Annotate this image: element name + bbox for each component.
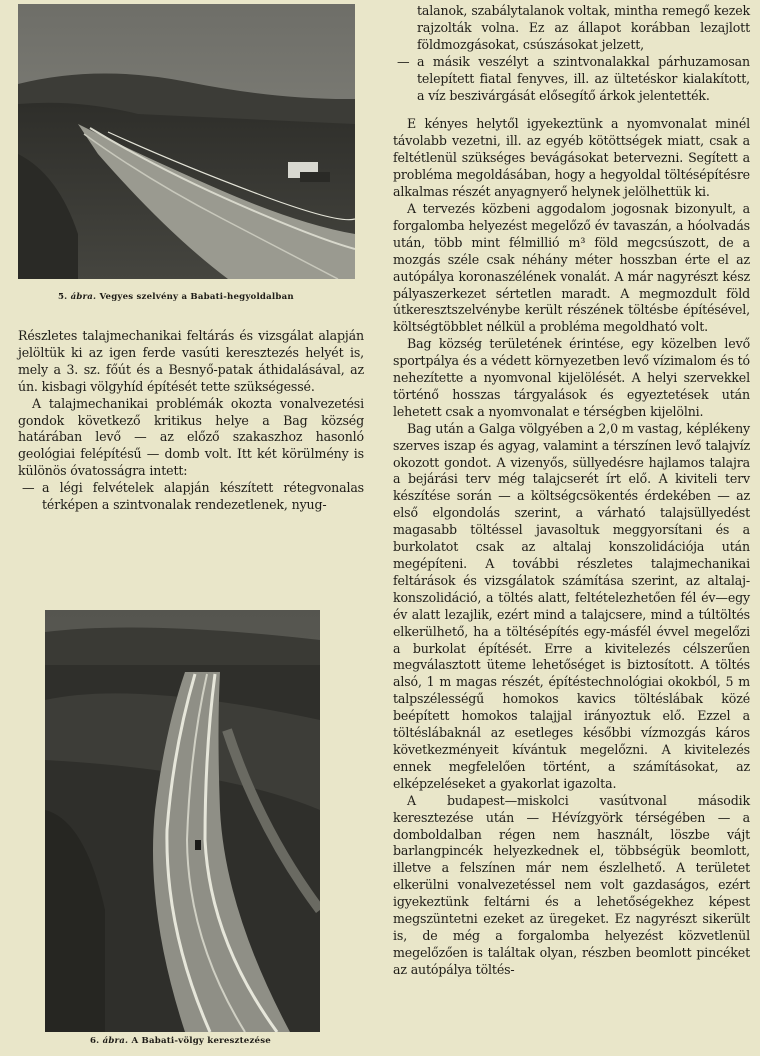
right-list-item-1-continued: talanok, szabálytalanok voltak, mintha remegő kezek rajzolták volna. Ez az állapot korábban lezajlott földmozgásokat, csúszásokat jelzett,	[417, 3, 750, 52]
right-list-item-2	[393, 54, 750, 105]
left-list-item-1-text: a légi felvételek alapján készített rétegvonalas térképen a szintvonalak rendezetlenek, nyug-	[42, 480, 364, 513]
right-column	[393, 3, 750, 979]
figure-5-caption	[58, 292, 294, 302]
figure-6-number: 6.	[90, 1036, 100, 1046]
figure-5-label: ábra.	[70, 292, 97, 302]
right-paragraph-1: E kényes helytől igyekeztünk a nyomvonalat minél távolabb vezetni, ill. az egyéb kötöttségek miatt, csak a feltétlenül szükséges bevágásokat betervezni. Segített a probléma megoldásában, hogy a hegyoldal töltésépítésre alkalmas részét anyagnyerő helynek jelölhettük ki.	[393, 116, 750, 200]
figure-6-caption	[90, 1036, 271, 1046]
right-paragraph-5: A budapest—miskolci vasútvonal második keresztezése után — Hévízgyörk térségében — a domboldalban régen nem használt, löszbe vájt barlangpincék helyezkednek el, többségük beomlott, illetve a felszínen már nem észlelhető. A területet elkerülni vonalvezetéssel nem volt gazdaságos, ezért igyekeztünk feltárni és a lehetőségekhez képest megszüntetni ezeket az üregeket. Ez nagyrészt sikerült is, de még a forgalomba helyezést közvetlenül megelőzően is találtak olyan, részben beomlott pincéket az autópálya töltés-	[393, 792, 750, 977]
left-list-item-1	[18, 480, 364, 514]
right-paragraph-4: Bag után a Galga völgyében a 2,0 m vastag, képlékeny szerves iszap és agyag, valamint a térszínen levő talajvíz okozott gondot. A vizenyős, süllyedésre hajlamos talajra a bejárási terv még talajcserét írt elő. A kiviteli terv készítése során — a költségcsökentés érdekében — az első elgondolás szerint, a várható talajsüllyedést magasabb töltéssel javasoltuk meggyorsítani és a burkolatot csak az altalaj konszolidációja után megépíteni. A további részletes talajmechanikai feltárások és vizsgálatok számítása szerint, az altalaj-konszolidáció, a töltés alatt, feltételezhetően fél év—egy év alatt lezajlik, ezért mind a talajcsere, mind a túltöltés elkerülhető, ha a töltésépítés egy-másfél évvel megelőzi a burkolat építését. Erre a kivitelezés célszerűen megválasztott üteme lehetőséget is biztosított. A töltés alsó, 1 m magas részét, építéstechnológiai okokból, 5 m talpszélességű homokos kavics töltéslábak közé beépített homokos talajjal irányoztuk elő. Ezzel a töltéslábaknál az esetleges későbbi vízmozgás káros következményeit kívántuk megelőzni. A kivitelezés ennek megfelelően történt, a számításokat, az elképzeléseket a gyakorlat igazolta.	[393, 420, 750, 791]
dash-marker: —	[22, 480, 35, 496]
left-paragraph-2: A talajmechanikai problémák okozta vonalvezetési gondok következő kritikus helye a Bag község határában levő — az előző szakaszhoz hasonló geológiai felépítésű — domb volt. Itt két körülmény is különös óvatosságra intett:	[18, 395, 364, 479]
figure-5-caption-text: Vegyes szelvény a Babati-hegyoldalban	[99, 292, 294, 302]
right-paragraph-3: Bag község területének érintése, egy közelben levő sportpálya és a védett környezetben levő vízimalom és tó nehezítette a nyomvonal kijelölését. A helyi szervekkel történő hosszas tárgyalások és egyeztetések után lehetett csak a nyomvonalat e térségben kijelölni.	[393, 336, 750, 419]
figure-5-photo	[18, 4, 355, 279]
right-paragraph-2: A tervezés közbeni aggodalom jogosnak bizonyult, a forgalomba helyezést megelőző év tavaszán, a hóolvadás után, több mint félmillió m³ föld megcsúszott, de a mozgás széle csak néhány méter hosszban érte el az autópálya koronaszélének vonalát. A már nagyrészt kész pályaszerkezet sértetlen maradt. A megmozdult föld útkeresztszelvénybe került részének töltésbe építésével, költségtöbblet nélkül a probléma megoldható volt.	[393, 200, 750, 335]
dash-marker: —	[397, 53, 410, 69]
figure-6-label: ábra.	[102, 1036, 129, 1046]
figure-5-number: 5.	[58, 292, 68, 302]
left-column	[18, 328, 364, 514]
figure-6-photo	[45, 610, 320, 1032]
left-paragraph-1: Részletes talajmechanikai feltárás és vizsgálat alapján jelöltük ki az igen ferde vasúti keresztezés helyét is, mely a 3. sz. főút és a Besnyő-patak áthidalásával, az ún. kisbagi völgyhíd építését tette szükségessé.	[18, 328, 364, 394]
right-list-item-2-text: a másik veszélyt a szintvonalakkal párhuzamosan telepített fiatal fenyves, ill. az ültetéskor kialakított, a víz beszivárgását elősegítő árkok jelentették.	[417, 53, 750, 103]
figure-6-caption-text: A Babati-völgy keresztezése	[131, 1036, 271, 1046]
highway-valley-image	[45, 610, 320, 1032]
highway-hillside-image	[18, 4, 355, 279]
